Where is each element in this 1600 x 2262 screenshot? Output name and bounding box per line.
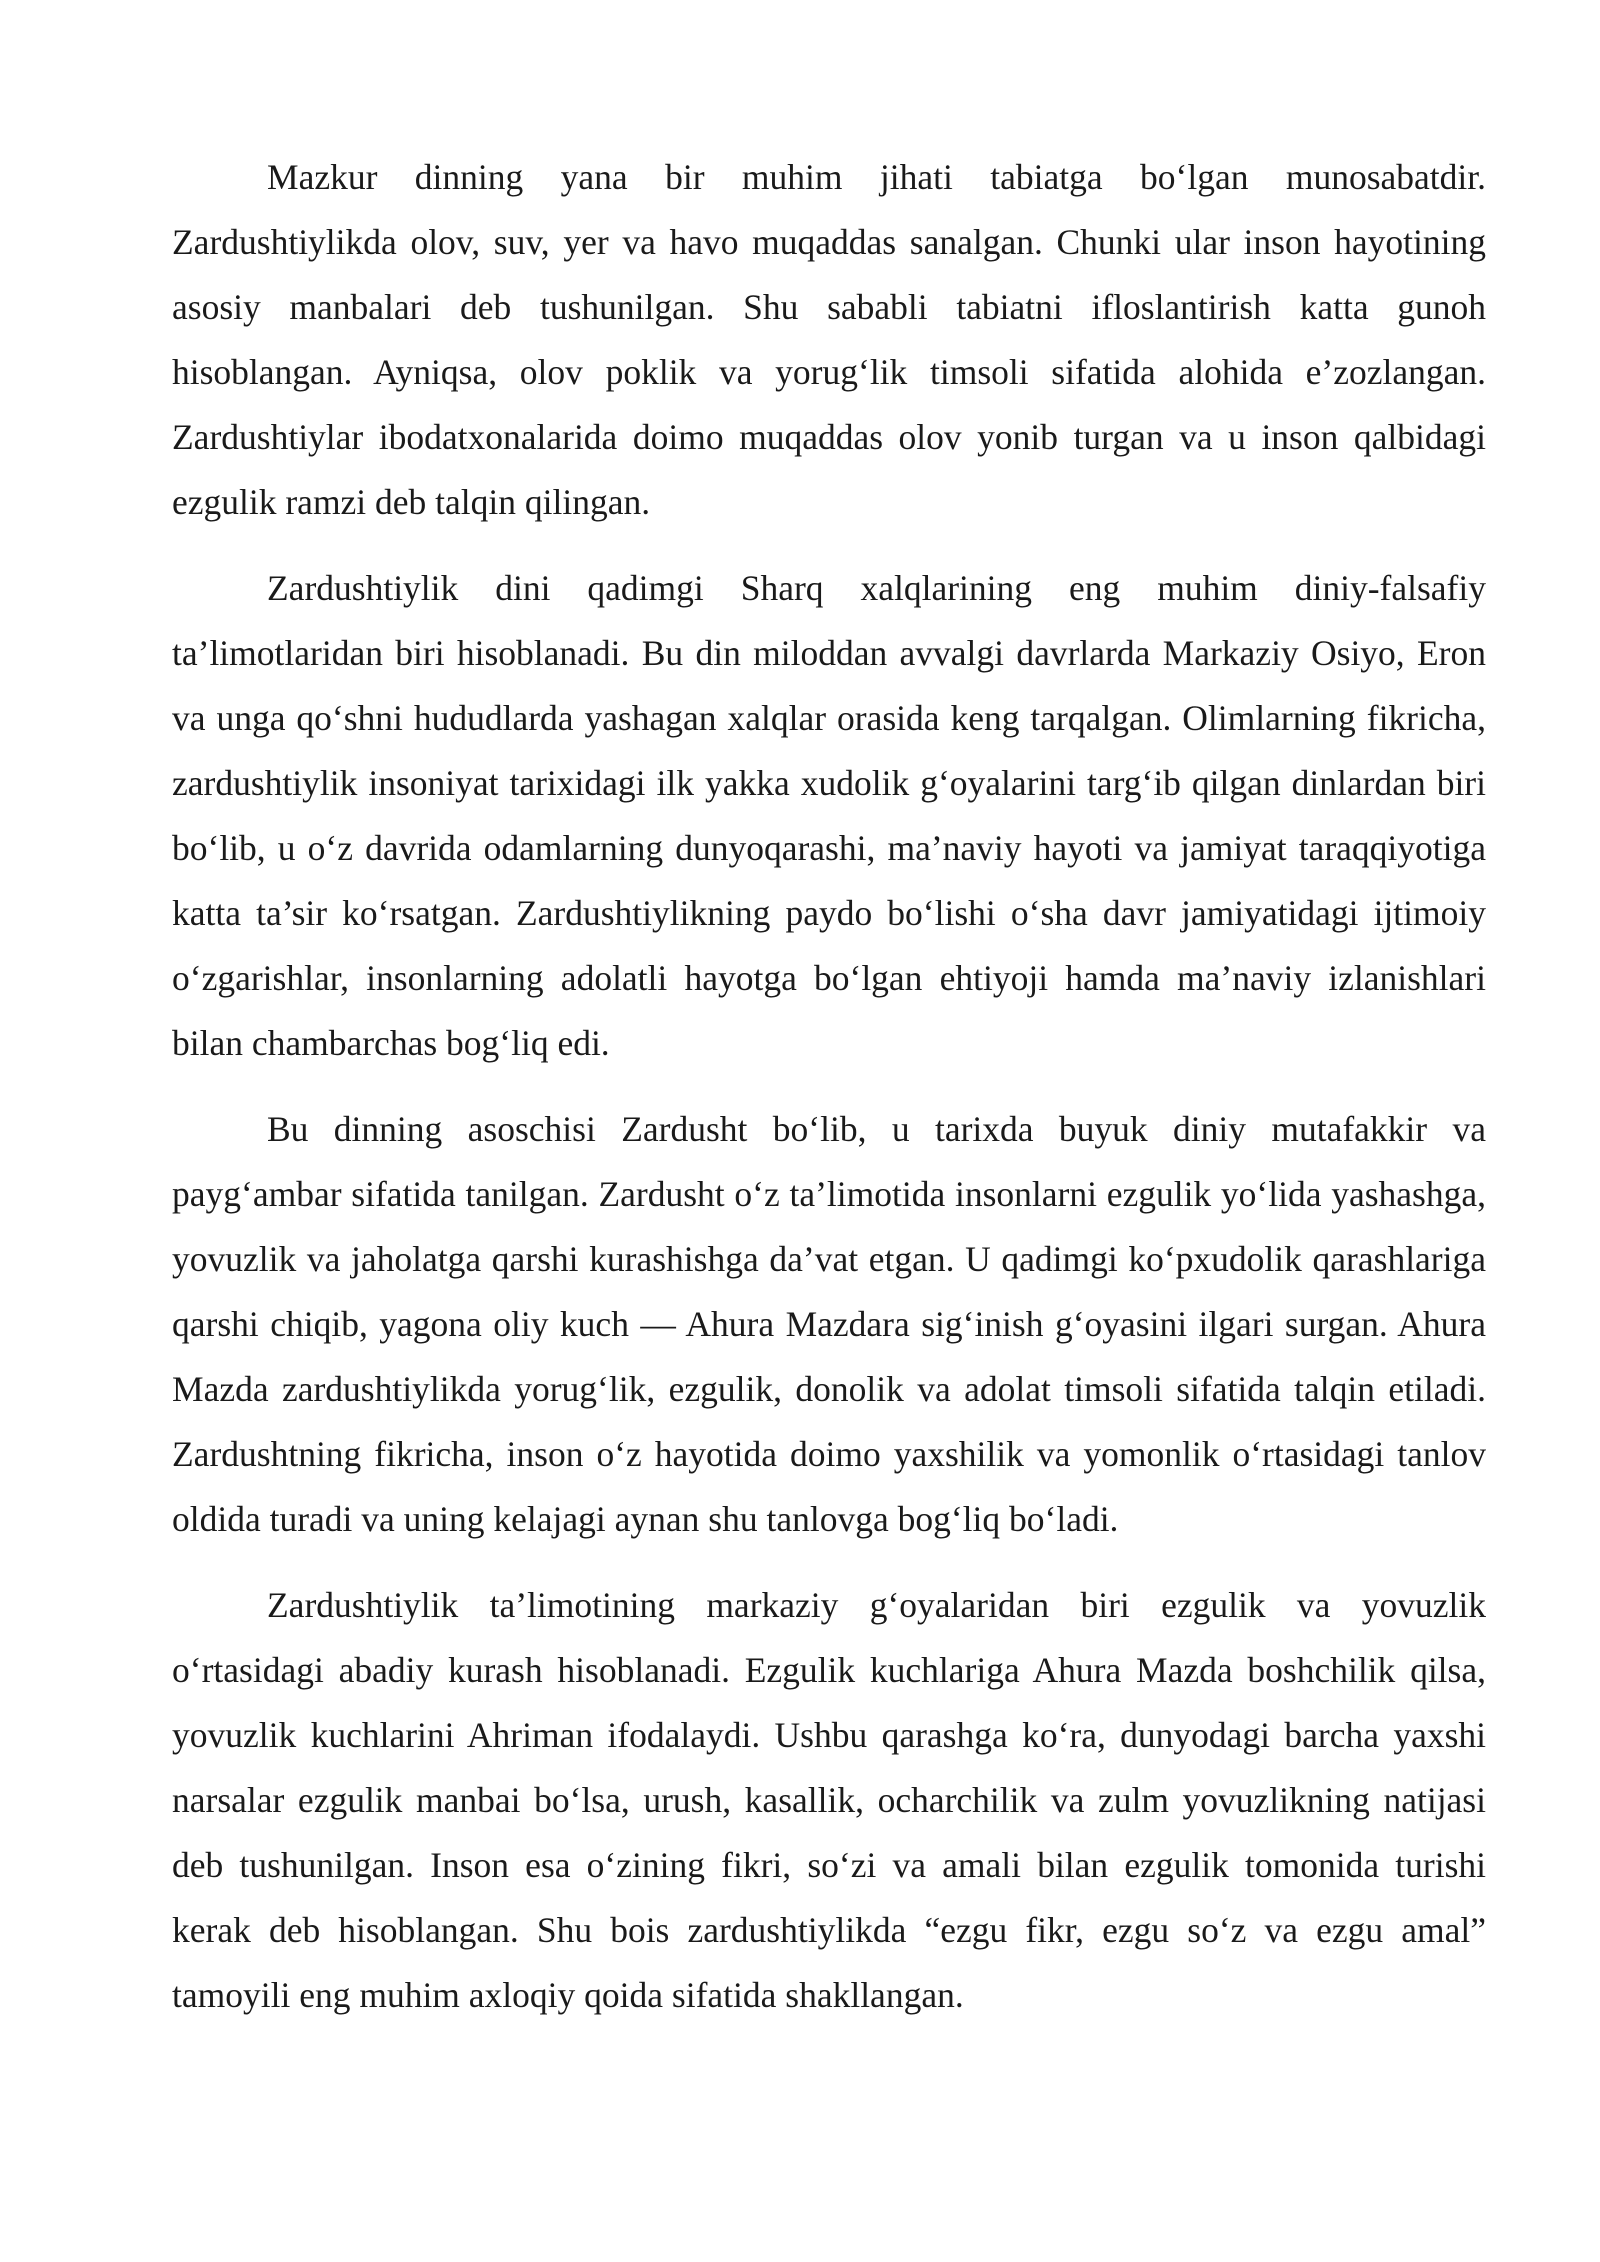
paragraph-founder: Bu dinning asoschisi Zardusht bo‘lib, u tarixda buyuk diniy mutafakkir va payg‘ambar sifatida tanilgan. Zardusht o‘z ta’limotida insonlarni ezgulik yo‘lida yashashga, yovuzlik va jaholatga qarshi kurashishga da’vat etgan. U qadimgi ko‘pxudolik qarashlariga qarshi chiqib, yagona oliy kuch — Ahura Mazdara sig‘inish g‘oyasini ilgari surgan. Ahura Mazda zardushtiylikda yorug‘lik, ezgulik, donolik va adolat timsoli sifatida talqin etiladi. Zardushtning fikricha, inson o‘z hayotida doimo yaxshilik va yomonlik o‘rtasidagi tanlov oldida turadi va uning kelajagi aynan shu tanlovga bog‘liq bo‘ladi. xyxy=(172,1109,1486,1539)
paragraph-nature: Mazkur dinning yana bir muhim jihati tabiatga bo‘lgan munosabatdir. Zardushtiylikda olov, suv, yer va havo muqaddas sanalgan. Chunki ular inson hayotining asosiy manbalari deb tushunilgan. Shu sababli tabiatni ifloslantirish katta gunoh hisoblangan. Ayniqsa, olov poklik va yorug‘lik timsoli sifatida alohida e’zozlangan. Zardushtiylar ibodatxonalarida doimo muqaddas olov yonib turgan va u inson qalbidagi ezgulik ramzi deb talqin qilingan. xyxy=(172,157,1486,522)
paragraph-good-and-evil: Zardushtiylik ta’limotining markaziy g‘oyalaridan biri ezgulik va yovuzlik o‘rtasidagi abadiy kurash hisoblanadi. Ezgulik kuchlariga Ahura Mazda boshchilik qilsa, yovuzlik kuchlarini Ahriman ifodalaydi. Ushbu qarashga ko‘ra, dunyodagi barcha yaxshi narsalar ezgulik manbai bo‘lsa, urush, kasallik, ocharchilik va zulm yovuzlikning natijasi deb tushunilgan. Inson esa o‘zining fikri, so‘zi va amali bilan ezgulik tomonida turishi kerak deb hisoblangan. Shu bois zardushtiylikda “ezgu fikr, ezgu so‘z va ezgu amal” tamoyili eng muhim axloqiy qoida sifatida shakllangan. xyxy=(172,1585,1486,2015)
paragraph-introduction: Zardushtiylik dini qadimgi Sharq xalqlarining eng muhim diniy-falsafiy ta’limotlaridan biri hisoblanadi. Bu din miloddan avvalgi davrlarda Markaziy Osiyo, Eron va unga qo‘shni hududlarda yashagan xalqlar orasida keng tarqalgan. Olimlarning fikricha, zardushtiylik insoniyat tarixidagi ilk yakka xudolik g‘oyalarini targ‘ib qilgan dinlardan biri bo‘lib, u o‘z davrida odamlarning dunyoqarashi, ma’naviy hayoti va jamiyat taraqqiyotiga katta ta’sir ko‘rsatgan. Zardushtiylikning paydo bo‘lishi o‘sha davr jamiyatidagi ijtimoiy o‘zgarishlar, insonlarning adolatli hayotga bo‘lgan ehtiyoji hamda ma’naviy izlanishlari bilan chambarchas bog‘liq edi. xyxy=(172,568,1486,1063)
document-body xyxy=(172,145,1486,2028)
